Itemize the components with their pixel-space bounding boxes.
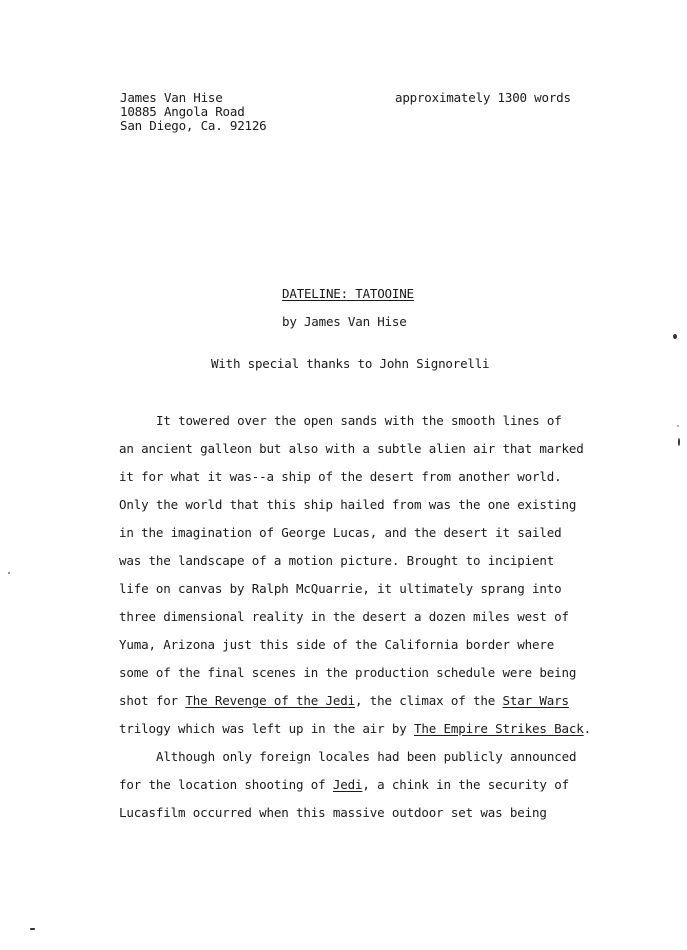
author-city: San Diego, Ca. 92126 xyxy=(120,118,267,133)
body-line: It towered over the open sands with the smooth lines of xyxy=(156,413,562,428)
scan-speck xyxy=(8,572,10,574)
body-line xyxy=(119,695,569,708)
body-text: trilogy which was left up in the air by xyxy=(119,721,415,736)
body-text: . xyxy=(583,721,592,736)
body-line: was the landscape of a motion picture. Brought to incipient xyxy=(119,553,555,568)
document-title: DATELINE: TATOOINE xyxy=(282,286,414,301)
body-text: shot for xyxy=(119,693,186,708)
body-line: some of the final scenes in the production schedule were being xyxy=(119,665,577,680)
word-count: approximately 1300 words xyxy=(395,90,571,105)
film-title-jedi-short: Jedi xyxy=(332,777,363,792)
scan-speck xyxy=(677,425,679,427)
scan-speck xyxy=(678,438,680,446)
author-street: 10885 Angola Road xyxy=(120,104,245,119)
body-line xyxy=(119,779,569,792)
body-line: Only the world that this ship hailed from was the one existing xyxy=(119,497,577,512)
film-title-star-wars: Star Wars xyxy=(502,693,569,708)
body-line: life on canvas by Ralph McQuarrie, it ultimately sprang into xyxy=(119,581,562,596)
scan-speck xyxy=(673,334,677,339)
film-title-empire: The Empire Strikes Back xyxy=(414,721,584,736)
film-title-jedi: The Revenge of the Jedi xyxy=(185,693,356,708)
body-line: Lucasfilm occurred when this massive outdoor set was being xyxy=(119,805,547,820)
body-text: for the location shooting of xyxy=(119,777,333,792)
thanks-line: With special thanks to John Signorelli xyxy=(211,356,490,371)
body-line: in the imagination of George Lucas, and the desert it sailed xyxy=(119,525,562,540)
body-line: three dimensional reality in the desert a dozen miles west of xyxy=(119,609,569,624)
body-line: an ancient galleon but also with a subtle alien air that marked xyxy=(119,441,584,456)
byline: by James Van Hise xyxy=(282,314,407,329)
body-line: it for what it was--a ship of the desert from another world. xyxy=(119,469,562,484)
scan-speck xyxy=(30,928,35,930)
body-line xyxy=(119,723,591,736)
body-text: , a chink in the security of xyxy=(362,777,569,792)
author-name: James Van Hise xyxy=(120,90,223,105)
body-line: Yuma, Arizona just this side of the California border where xyxy=(119,637,555,652)
body-text: , the climax of the xyxy=(355,693,503,708)
body-line: Although only foreign locales had been publicly announced xyxy=(156,749,577,764)
